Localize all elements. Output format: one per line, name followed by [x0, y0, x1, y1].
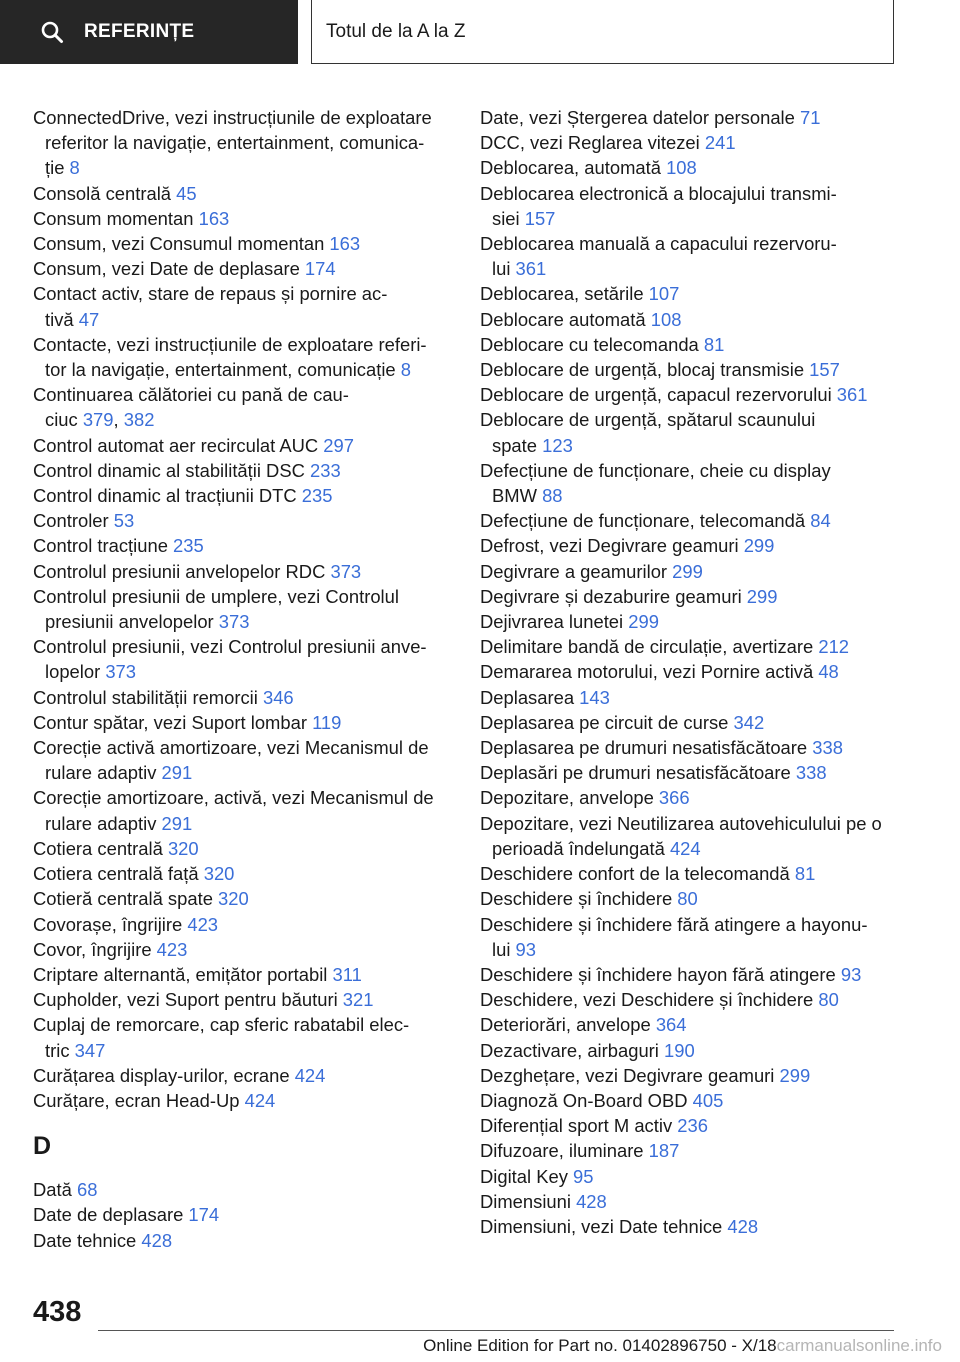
index-entry — [33, 130, 453, 155]
index-entry — [480, 811, 900, 836]
index-entry-text: referitor la navigație, entertainment, comunica- — [45, 132, 425, 154]
page-link[interactable]: 81 — [794, 863, 816, 885]
index-entry — [480, 307, 900, 332]
page-link[interactable]: 338 — [812, 737, 843, 759]
index-entry-text: Dezghețare, vezi Degivrare geamuri — [480, 1064, 780, 1086]
index-entry — [33, 1177, 453, 1202]
index-entry-text: Control dinamic al stabilității DSC — [33, 459, 310, 481]
index-entry — [480, 231, 900, 256]
section-tab[interactable] — [311, 0, 894, 64]
index-entry-text: Demararea motorului, vezi Pornire activă — [480, 661, 819, 683]
index-entry-text: Contacte, vezi instrucțiunile de exploatare referi- — [33, 333, 427, 355]
index-entry — [480, 533, 900, 558]
index-entry — [480, 584, 900, 609]
index-entry — [480, 458, 900, 483]
index-entry-text: tric — [45, 1039, 75, 1061]
index-entry — [33, 785, 453, 810]
index-entry-text: Controlul presiunii anvelopelor RDC — [33, 560, 331, 582]
edition-info — [423, 1336, 942, 1356]
index-entry — [480, 206, 900, 231]
page-link[interactable]: 212 — [818, 636, 850, 658]
index-entry-text: Dimensiuni, vezi Date tehnice — [480, 1215, 728, 1237]
index-entry-text: Controlul stabilității remorcii — [33, 686, 263, 708]
references-tab-label: REFERINȚE — [84, 21, 195, 42]
index-entry-text: Controlul presiunii de umplere, vezi Controlul — [33, 585, 399, 607]
index-entry — [480, 634, 900, 659]
page-link[interactable]: 143 — [579, 686, 610, 708]
index-entry-text: Covor, îngrijire — [33, 938, 157, 960]
index-entry — [480, 886, 900, 911]
index-entry-text: Deplasarea pe circuit de curse — [480, 711, 734, 733]
page-link[interactable]: 163 — [329, 233, 361, 255]
page-link[interactable]: 379 — [82, 409, 114, 431]
page-link[interactable]: 80 — [677, 888, 698, 910]
index-entry-text: ciuc — [45, 409, 83, 431]
index-entry-text: Deschidere, vezi Deschidere și închidere — [480, 989, 819, 1011]
index-entry — [480, 987, 900, 1012]
references-tab[interactable] — [0, 0, 298, 64]
page-link[interactable]: 366 — [658, 787, 690, 809]
index-entry — [480, 433, 900, 458]
page-link[interactable]: 233 — [309, 459, 341, 481]
page-link[interactable]: 88 — [542, 485, 563, 507]
index-entry — [33, 181, 453, 206]
index-entry — [480, 559, 900, 584]
index-entry — [33, 483, 453, 508]
index-entry-text: Deplasări pe drumuri nesatisfăcătoare — [480, 762, 796, 784]
index-entry-text: Deplasarea — [480, 686, 580, 708]
page-link[interactable]: 93 — [515, 938, 536, 960]
index-entry-text: Defrost, vezi Degivrare geamuri — [480, 535, 744, 557]
page-link[interactable]: 361 — [836, 384, 868, 406]
page-link[interactable]: 47 — [78, 308, 100, 330]
page-link[interactable]: 342 — [733, 711, 765, 733]
page-link[interactable]: 297 — [323, 434, 354, 456]
index-entry — [480, 181, 900, 206]
index-entry-text: Defecțiune de funcționare, telecomandă — [480, 510, 811, 532]
page-link[interactable]: 424 — [294, 1064, 326, 1086]
index-entry-text: Deblocare de urgență, spătarul scaunului — [480, 409, 816, 431]
page-link[interactable]: 8 — [400, 359, 411, 381]
index-entry — [480, 962, 900, 987]
index-entry — [480, 105, 900, 130]
index-entry-text: Control dinamic al tracțiunii DTC — [33, 485, 302, 507]
page-link[interactable]: 53 — [113, 510, 135, 532]
index-entry — [480, 1189, 900, 1214]
index-entry — [480, 912, 900, 937]
index-entry-text: Depozitare, anvelope — [480, 787, 659, 809]
index-entry-text: Date de deplasare — [33, 1204, 189, 1226]
index-list-d-continued — [480, 105, 900, 1239]
index-entry — [33, 760, 453, 785]
page-link[interactable]: 190 — [664, 1039, 695, 1061]
index-entry-text: Defecțiune de funcționare, cheie cu display — [480, 459, 831, 481]
index-entry — [480, 735, 900, 760]
index-entry — [480, 281, 900, 306]
index-entry — [480, 937, 900, 962]
page-link[interactable]: 299 — [746, 585, 778, 607]
page-link[interactable]: 320 — [167, 837, 199, 859]
index-entry-text: Deschidere și închidere hayon fără atingere — [480, 963, 841, 985]
index-entry-text: BMW — [492, 485, 543, 507]
index-entry — [480, 407, 900, 432]
index-entry — [33, 1063, 453, 1088]
index-entry-text: Consum, vezi Date de deplasare — [33, 258, 305, 280]
index-entry-text: Deblocare cu telecomanda — [480, 333, 704, 355]
index-entry — [33, 357, 453, 382]
index-entry-text: Diferențial sport M activ — [480, 1115, 678, 1137]
index-entry — [33, 912, 453, 937]
index-entry-text: siei — [492, 207, 525, 229]
index-entry-text: Deschidere și închidere — [480, 888, 678, 910]
index-entry — [33, 433, 453, 458]
index-column-left — [33, 105, 453, 1253]
page-link[interactable]: 174 — [188, 1204, 220, 1226]
page-link[interactable]: 95 — [573, 1165, 594, 1187]
index-entry-text: tor la navigație, entertainment, comunicație — [45, 359, 401, 381]
index-entry — [480, 130, 900, 155]
index-entry — [33, 105, 453, 130]
page-link[interactable]: 291 — [161, 762, 193, 784]
index-entry-text: rulare adaptiv — [45, 762, 162, 784]
index-entry-text: Corecție activă amortizoare, vezi Mecanismul de — [33, 737, 429, 759]
index-entry-text: Criptare alternantă, emițător portabil — [33, 963, 333, 985]
page-link[interactable]: 423 — [187, 913, 219, 935]
index-entry — [33, 861, 453, 886]
index-entry — [33, 407, 453, 432]
index-entry-text: Deschidere și închidere fără atingere a hayonu- — [480, 913, 868, 935]
page-link[interactable]: 84 — [810, 510, 831, 532]
index-entry-text: Deblocare de urgență, blocaj transmisie — [480, 359, 810, 381]
edition-text: Online Edition for Part no. 01402896750 - X/18 — [423, 1336, 777, 1355]
page-link[interactable]: 93 — [840, 963, 862, 985]
index-entry — [480, 382, 900, 407]
page-link[interactable]: 123 — [542, 434, 573, 456]
page-link[interactable]: 291 — [161, 812, 193, 834]
search-icon — [40, 20, 64, 44]
page-link[interactable]: 108 — [666, 157, 697, 179]
page-link[interactable]: 320 — [218, 888, 249, 910]
page-link[interactable]: 241 — [704, 132, 736, 154]
index-entry-text: Covorașe, îngrijire — [33, 913, 188, 935]
page-link[interactable]: 163 — [198, 207, 230, 229]
index-entry — [480, 155, 900, 180]
index-entry — [480, 1214, 900, 1239]
index-entry — [33, 811, 453, 836]
page-link[interactable]: 80 — [818, 989, 839, 1011]
index-entry — [480, 1012, 900, 1037]
page-link[interactable]: 81 — [703, 333, 725, 355]
index-entry — [33, 1038, 453, 1063]
index-entry — [480, 332, 900, 357]
index-entry-text: Continuarea călătoriei cu pană de cau- — [33, 384, 349, 406]
index-entry-text: Degivrare și dezaburire geamuri — [480, 585, 747, 607]
page-link[interactable]: 299 — [628, 611, 659, 633]
page-link[interactable]: 424 — [244, 1089, 276, 1111]
page-link[interactable]: 338 — [795, 762, 827, 784]
index-entry — [33, 559, 453, 584]
index-entry — [33, 836, 453, 861]
index-entry-text: Degivrare a geamurilor — [480, 560, 673, 582]
index-entry-text: Control automat aer recirculat AUC — [33, 434, 324, 456]
index-entry-text: DCC, vezi Reglarea vitezei — [480, 132, 705, 154]
index-entry-text: ție — [45, 157, 70, 179]
page-link[interactable]: 235 — [301, 485, 333, 507]
page-link[interactable]: 174 — [304, 258, 336, 280]
index-entry-text: Contact activ, stare de repaus și pornire ac- — [33, 283, 388, 305]
index-entry-text: Deblocarea, setările — [480, 283, 649, 305]
index-entry — [480, 785, 900, 810]
index-entry-text: Dezactivare, airbaguri — [480, 1039, 664, 1061]
index-entry — [480, 508, 900, 533]
index-entry-text: Date, vezi Ștergerea datelor personale — [480, 107, 800, 128]
page-link[interactable]: 373 — [218, 611, 250, 633]
page-link[interactable]: 68 — [76, 1179, 98, 1201]
page-link[interactable]: 311 — [332, 963, 362, 985]
index-entry — [33, 937, 453, 962]
index-entry-text: presiunii anvelopelor — [45, 611, 219, 633]
page-link[interactable]: 299 — [743, 535, 775, 557]
index-entry-text: Control tracțiune — [33, 535, 174, 557]
section-tab-label: Totul de la A la Z — [326, 20, 466, 42]
index-entry-text: lopelor — [45, 661, 106, 683]
index-entry — [33, 886, 453, 911]
index-entry — [33, 710, 453, 735]
index-entry — [33, 1012, 453, 1037]
index-entry-text: Cotiera centrală față — [33, 863, 204, 885]
watermark-text: carmanualsonline.info — [776, 1336, 942, 1355]
index-list-d — [33, 1177, 453, 1253]
page-link[interactable]: 405 — [692, 1089, 724, 1111]
index-column-right — [480, 105, 900, 1239]
index-entry-text: Difuzoare, iluminare — [480, 1140, 649, 1162]
page-link[interactable]: 157 — [524, 207, 556, 229]
index-entry-text: Dimensiuni — [480, 1190, 577, 1212]
index-entry — [480, 1088, 900, 1113]
index-entry-text: Consum, vezi Consumul momentan — [33, 233, 330, 255]
index-entry-text: Corecție amortizoare, activă, vezi Mecanismul de — [33, 787, 434, 809]
index-entry — [480, 1113, 900, 1138]
page-link[interactable]: 347 — [74, 1039, 106, 1061]
index-entry-text: Deblocare de urgență, capacul rezervorului — [480, 384, 837, 406]
index-entry-text: Deblocarea manuală a capacului rezervoru- — [480, 233, 837, 255]
page-link[interactable]: 428 — [727, 1215, 759, 1237]
index-entry — [33, 281, 453, 306]
index-entry-text: Deschidere confort de la telecomandă — [480, 863, 795, 885]
index-entry-text: rulare adaptiv — [45, 812, 162, 834]
index-entry-text: Delimitare bandă de circulație, avertizare — [480, 636, 819, 658]
index-entry-text: Controlul presiunii, vezi Controlul presiunii anve- — [33, 636, 427, 658]
index-entry — [33, 332, 453, 357]
page-link[interactable]: 423 — [156, 938, 188, 960]
page-link[interactable]: 428 — [576, 1190, 607, 1212]
index-entry-text: lui — [492, 258, 516, 280]
index-entry-text: Curățare, ecran Head-Up — [33, 1089, 245, 1111]
index-entry — [480, 710, 900, 735]
page-link[interactable]: 299 — [779, 1064, 811, 1086]
page-link[interactable]: 320 — [203, 863, 235, 885]
index-entry — [33, 584, 453, 609]
index-entry — [33, 987, 453, 1012]
index-entry — [33, 382, 453, 407]
index-entry-text: spate — [492, 434, 543, 456]
index-entry-text: perioadă îndelungată — [492, 837, 670, 859]
index-entry-text: Deblocare automată — [480, 308, 651, 330]
page-header — [0, 0, 960, 66]
index-entry — [480, 357, 900, 382]
page-link[interactable]: 428 — [141, 1229, 173, 1251]
page-link[interactable]: 187 — [648, 1140, 680, 1162]
index-entry — [480, 1063, 900, 1088]
index-entry — [33, 1228, 453, 1253]
index-entry — [33, 256, 453, 281]
index-entry-text: Dejivrarea lunetei — [480, 611, 629, 633]
index-entry-text: lui — [492, 938, 516, 960]
page-link[interactable]: 107 — [648, 283, 680, 305]
index-entry — [480, 1038, 900, 1063]
index-entry — [33, 685, 453, 710]
index-entry — [33, 609, 453, 634]
index-entry — [480, 836, 900, 861]
index-entry — [33, 307, 453, 332]
index-entry-text: Contur spătar, vezi Suport lombar — [33, 711, 313, 733]
page-link[interactable]: 8 — [69, 157, 80, 179]
page-link[interactable]: 45 — [176, 182, 197, 204]
index-entry — [480, 1138, 900, 1163]
index-entry — [33, 206, 453, 231]
index-entry — [33, 659, 453, 684]
index-entry — [480, 1164, 900, 1189]
index-entry-text: Dată — [33, 1179, 77, 1201]
page-link[interactable]: 157 — [809, 359, 840, 381]
index-entry — [480, 685, 900, 710]
footer-divider — [98, 1330, 894, 1331]
index-entry-text: Deblocarea, automată — [480, 157, 667, 179]
page-link[interactable]: 373 — [330, 560, 362, 582]
index-entry-text: Cotieră centrală spate — [33, 888, 219, 910]
index-entry-text: Consolă centrală — [33, 182, 177, 204]
page-link[interactable]: 364 — [655, 1014, 687, 1036]
page-link[interactable]: 299 — [672, 560, 703, 582]
index-entry — [480, 861, 900, 886]
page-link[interactable]: 361 — [515, 258, 547, 280]
index-entry-text: Cupholder, vezi Suport pentru băuturi — [33, 989, 343, 1011]
index-list-c — [33, 105, 453, 1113]
index-entry — [480, 609, 900, 634]
index-entry — [33, 458, 453, 483]
index-entry-text: Controler — [33, 510, 114, 532]
page-link[interactable]: 424 — [669, 837, 701, 859]
page-link[interactable]: 108 — [650, 308, 682, 330]
index-entry — [33, 1202, 453, 1227]
page-number: 438 — [33, 1296, 82, 1328]
page-link[interactable]: 119 — [312, 711, 342, 733]
page-link[interactable]: 235 — [173, 535, 204, 557]
index-entry-text: tivă — [45, 308, 79, 330]
page-link[interactable]: 321 — [342, 989, 374, 1011]
index-entry-text: Consum momentan — [33, 207, 199, 229]
index-entry-text: Cuplaj de remorcare, cap sferic rabatabil elec- — [33, 1014, 410, 1036]
page-link[interactable]: 373 — [105, 661, 137, 683]
index-entry — [480, 659, 900, 684]
index-entry-text: Curățarea display-urilor, ecrane — [33, 1064, 295, 1086]
index-entry — [33, 155, 453, 180]
index-entry — [33, 634, 453, 659]
index-entry-text: Depozitare, vezi Neutilizarea autovehiculului pe o — [480, 812, 882, 834]
page-link[interactable]: 236 — [677, 1115, 708, 1137]
index-entry — [480, 256, 900, 281]
page-link[interactable]: 71 — [799, 107, 821, 128]
index-entry — [33, 1088, 453, 1113]
index-entry — [33, 962, 453, 987]
page-link[interactable]: 382 — [123, 409, 155, 431]
index-entry — [33, 533, 453, 558]
index-entry-text: Deblocarea electronică a blocajului transmi- — [480, 182, 837, 204]
index-entry — [480, 760, 900, 785]
index-entry-text: Deplasarea pe drumuri nesatisfăcătoare — [480, 737, 813, 759]
index-entry — [33, 508, 453, 533]
index-entry-text: Deteriorări, anvelope — [480, 1014, 656, 1036]
index-entry — [33, 231, 453, 256]
index-entry-text: Digital Key — [480, 1165, 574, 1187]
page-ref-separator: , — [113, 409, 124, 431]
page-link[interactable]: 48 — [818, 661, 839, 683]
section-letter: D — [33, 1132, 52, 1161]
index-entry — [33, 735, 453, 760]
index-entry-text: Date tehnice — [33, 1229, 142, 1251]
index-entry — [480, 483, 900, 508]
index-entry-text: Cotiera centrală — [33, 837, 168, 859]
index-entry-text: ConnectedDrive, vezi instrucțiunile de exploatare — [33, 107, 432, 128]
page-link[interactable]: 346 — [262, 686, 294, 708]
index-entry-text: Diagnoză On-Board OBD — [480, 1089, 693, 1111]
